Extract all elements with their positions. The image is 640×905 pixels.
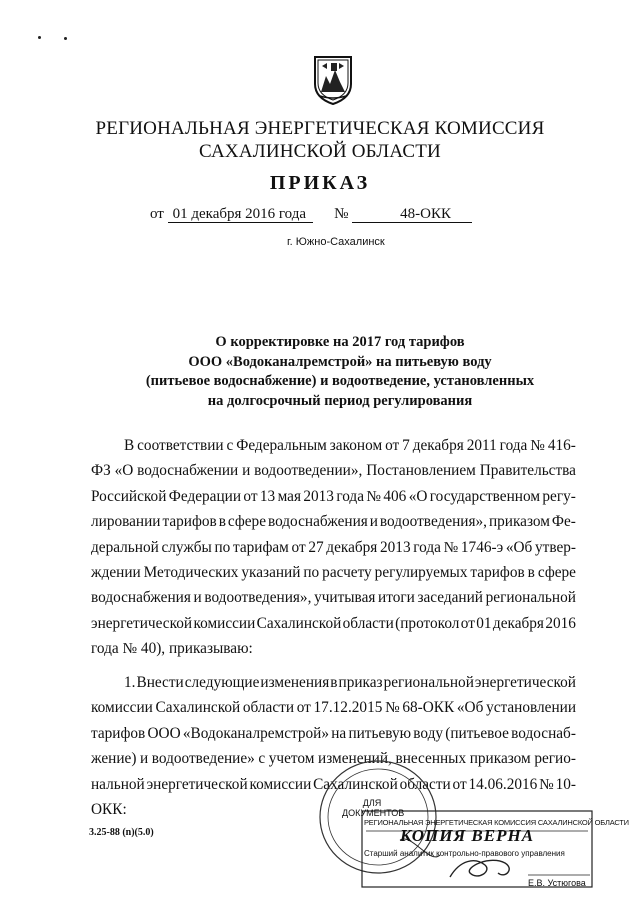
text-line: 1. Внести следующие изменения в приказ региональной энергетической	[124, 674, 576, 691]
subject-line: О корректировке на 2017 год тарифов	[215, 334, 465, 350]
document-date: 01 декабря 2016 года	[168, 206, 313, 223]
stamp-for-docs	[342, 798, 405, 818]
text-line: года № 40), приказываю:	[91, 640, 253, 658]
stamp-signer-name: Е.В. Устюгова	[528, 878, 586, 888]
subject-line: на долгосрочный период регулирования	[207, 392, 473, 409]
stamp-copy-true: КОПИЯ ВЕРНА	[400, 826, 535, 845]
text-line: комиссии Сахалинской области от 17.12.2015 № 68-ОКК «Об установлении	[91, 699, 576, 717]
document-type-title: ПРИКАЗ	[269, 172, 371, 194]
preamble-paragraph	[91, 433, 576, 662]
scan-speck	[64, 37, 67, 40]
document-subject	[110, 333, 570, 411]
stamp-for-docs-line: ДЛЯ	[362, 798, 382, 808]
stamp-position: Старший аналитик контрольно-правового управления	[364, 849, 565, 858]
text-line: водоснабжения и водоотведения», учитывая итоги заседаний региональной	[91, 589, 576, 607]
date-prefix: от	[150, 206, 164, 222]
scan-speck	[38, 36, 41, 39]
text-line: В соответствии с Федеральным законом от 7 декабря 2011 года № 416-	[124, 437, 576, 454]
stamp-organization: РЕГИОНАЛЬНАЯ ЭНЕРГЕТИЧЕСКАЯ КОМИССИЯ САХАЛИНСКОЙ ОБЛАСТИ	[364, 818, 629, 827]
footer-form-code: 3.25-88 (n)(5.0)	[89, 827, 154, 838]
text-line: нальной энергетической комиссии Сахалинской области от 14.06.2016 № 10-	[91, 775, 576, 793]
coat-of-arms-icon	[312, 54, 354, 106]
subject-line: ООО «Водоканалремстрой» на питьевую воду	[188, 353, 492, 370]
agency-name-line-1: РЕГИОНАЛЬНАЯ ЭНЕРГЕТИЧЕСКАЯ КОМИССИЯ	[95, 118, 545, 139]
city-name: г. Южно-Сахалинск	[287, 236, 385, 248]
text-line: энергетической комиссии Сахалинской области (протокол от 01 декабря 2016	[91, 614, 576, 632]
document-number: 48-ОКК	[352, 206, 472, 223]
text-line: деральной службы по тарифам от 27 декабря 2013 года № 1746-э «Об утвер-	[91, 538, 576, 556]
text-line: ОКК:	[91, 801, 127, 819]
text-line: Российской Федерации от 13 мая 2013 года № 406 «О государственном регу-	[91, 487, 576, 505]
number-prefix: №	[334, 206, 349, 222]
text-line: ФЗ «О водоснабжении и водоотведении», Постановлением Правительства	[91, 462, 576, 480]
text-line: лировании тарифов в сфере водоснабжения и водоотведения», приказом Фе-	[91, 513, 576, 531]
agency-name-line-2: САХАЛИНСКОЙ ОБЛАСТИ	[199, 141, 441, 162]
text-line: тарифов ООО «Водоканалремстрой» на питьевую воду (питьевое водоснаб-	[91, 724, 576, 742]
date-number-line	[150, 206, 472, 223]
text-line: ждении Методических указаний по расчету регулируемых тарифов в сфере	[91, 564, 576, 582]
stamp-for-docs-line: ДОКУМЕНТОВ	[342, 808, 405, 818]
subject-line: (питьевое водоснабжение) и водоотведение, установленных	[145, 373, 535, 389]
text-line: жение) и водоотведение» с учетом изменений, внесенных приказом регио-	[91, 750, 576, 768]
